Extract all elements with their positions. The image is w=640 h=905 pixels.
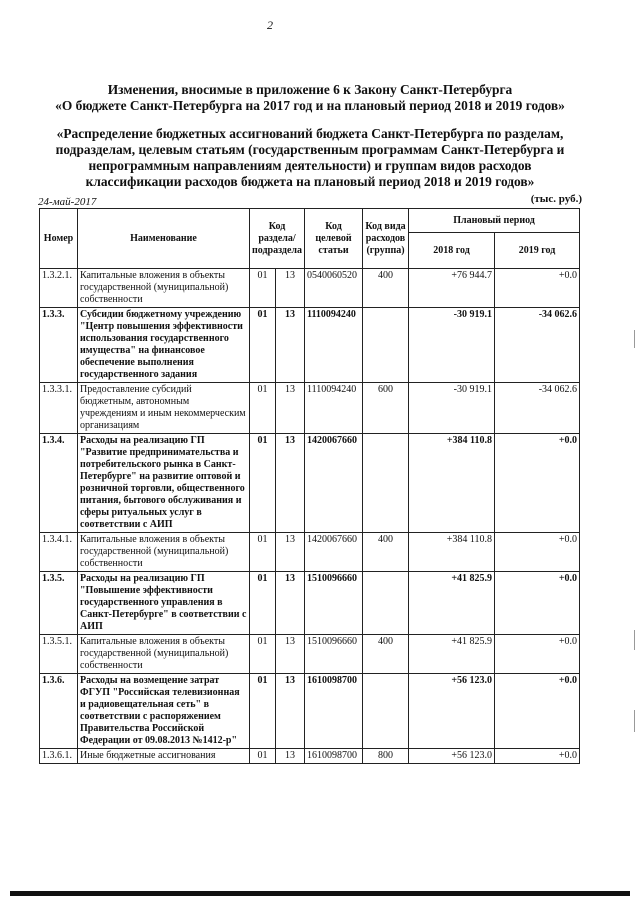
- row-subsection: 13: [276, 269, 305, 308]
- row-subsection: 13: [276, 434, 305, 533]
- row-section: 01: [250, 635, 276, 674]
- units-label: (тыс. руб.): [530, 193, 582, 205]
- row-value-2019: +0.0: [495, 533, 580, 572]
- table-row: [40, 749, 580, 764]
- row-value-2019: +0.0: [495, 674, 580, 749]
- row-subsection: 13: [276, 533, 305, 572]
- row-expense-type: 600: [363, 383, 409, 434]
- row-target-code: 1610098700: [305, 674, 363, 749]
- row-value-2018: +76 944.7: [409, 269, 495, 308]
- row-value-2018: +384 110.8: [409, 533, 495, 572]
- row-target-code: 0540060520: [305, 269, 363, 308]
- row-expense-type: 400: [363, 635, 409, 674]
- budget-table: [39, 208, 580, 764]
- row-target-code: 1510096660: [305, 635, 363, 674]
- row-name: Расходы на реализацию ГП "Развитие предпринимательства и потребительского рынка в Санкт-Петербурге" на развитие оптовой и розничной торговли, общественного питания, бытового обслуживания и сферы ритуальных услуг в соответствии с АИП: [78, 434, 250, 533]
- table-row: [40, 533, 580, 572]
- row-value-2019: +0.0: [495, 269, 580, 308]
- row-expense-type: [363, 572, 409, 635]
- bottom-rule: [10, 891, 630, 896]
- row-number: 1.3.5.: [40, 572, 78, 635]
- row-value-2019: -34 062.6: [495, 308, 580, 383]
- header-expense-type: Код вида расходов (группа): [363, 209, 409, 269]
- row-value-2019: +0.0: [495, 572, 580, 635]
- document-date: 24-май-2017: [38, 196, 97, 208]
- row-target-code: 1420067660: [305, 434, 363, 533]
- header-2018: 2018 год: [409, 233, 495, 269]
- subheading-line-4: классификации расходов бюджета на плановый период 2018 и 2019 годов»: [85, 174, 535, 189]
- header-2019: 2019 год: [495, 233, 580, 269]
- row-name: Расходы на реализацию ГП "Повышение эффективности государственного управления в Санкт-Петербурге" в соответствии с АИП: [78, 572, 250, 635]
- row-number: 1.3.4.1.: [40, 533, 78, 572]
- table-row: [40, 674, 580, 749]
- row-value-2019: +0.0: [495, 749, 580, 764]
- row-subsection: 13: [276, 572, 305, 635]
- row-value-2019: +0.0: [495, 434, 580, 533]
- row-target-code: 1610098700: [305, 749, 363, 764]
- row-value-2018: -30 919.1: [409, 308, 495, 383]
- row-section: 01: [250, 383, 276, 434]
- row-subsection: 13: [276, 635, 305, 674]
- document-subheading: [40, 126, 580, 190]
- table-row: [40, 383, 580, 434]
- header-name: Наименование: [78, 209, 250, 269]
- row-value-2018: +41 825.9: [409, 635, 495, 674]
- row-subsection: 13: [276, 308, 305, 383]
- margin-mark: [634, 630, 635, 650]
- row-value-2018: +56 123.0: [409, 749, 495, 764]
- header-number: Номер: [40, 209, 78, 269]
- table-row: [40, 572, 580, 635]
- row-section: 01: [250, 572, 276, 635]
- row-value-2019: +0.0: [495, 635, 580, 674]
- row-name: Капитальные вложения в объекты государственной (муниципальной) собственности: [78, 635, 250, 674]
- row-name: Субсидии бюджетному учреждению "Центр повышения эффективности использования государственного имущества" на финансовое обеспечение выполнения государственного задания: [78, 308, 250, 383]
- row-expense-type: 400: [363, 533, 409, 572]
- row-target-code: 1110094240: [305, 308, 363, 383]
- table-row: [40, 434, 580, 533]
- header-plan-period: Плановый период: [409, 209, 580, 233]
- row-number: 1.3.4.: [40, 434, 78, 533]
- row-number: 1.3.6.: [40, 674, 78, 749]
- row-section: 01: [250, 269, 276, 308]
- row-expense-type: [363, 674, 409, 749]
- row-name: Предоставление субсидий бюджетным, автономным учреждениям и иным некоммерческим организациям: [78, 383, 250, 434]
- heading-line-1: Изменения, вносимые в приложение 6 к Закону Санкт-Петербурга: [107, 82, 513, 97]
- row-number: 1.3.3.: [40, 308, 78, 383]
- row-target-code: 1110094240: [305, 383, 363, 434]
- row-section: 01: [250, 434, 276, 533]
- row-value-2019: -34 062.6: [495, 383, 580, 434]
- row-target-code: 1510096660: [305, 572, 363, 635]
- page-number: 2: [267, 18, 273, 32]
- row-number: 1.3.3.1.: [40, 383, 78, 434]
- row-name: Капитальные вложения в объекты государственной (муниципальной) собственности: [78, 533, 250, 572]
- row-name: Капитальные вложения в объекты государственной (муниципальной) собственности: [78, 269, 250, 308]
- header-section-code: Код раздела/ подраздела: [250, 209, 305, 269]
- margin-mark: [634, 330, 635, 348]
- row-section: 01: [250, 533, 276, 572]
- row-target-code: 1420067660: [305, 533, 363, 572]
- row-subsection: 13: [276, 674, 305, 749]
- header-target-code: Код целевой статьи: [305, 209, 363, 269]
- row-section: 01: [250, 674, 276, 749]
- subheading-line-3: непрограммным направлениям деятельности) и группам видов расходов: [88, 158, 532, 173]
- row-number: 1.3.2.1.: [40, 269, 78, 308]
- row-section: 01: [250, 308, 276, 383]
- document-heading: [40, 82, 580, 114]
- table-row: [40, 269, 580, 308]
- heading-line-2: «О бюджете Санкт-Петербурга на 2017 год и на плановый период 2018 и 2019 годов»: [55, 98, 565, 113]
- row-subsection: 13: [276, 383, 305, 434]
- row-name: Расходы на возмещение затрат ФГУП "Российская телевизионная и радиовещательная сеть" в соответствии с распоряжением Правительства Российской Федерации от 09.08.2013 №1412-р": [78, 674, 250, 749]
- table-row: [40, 308, 580, 383]
- row-subsection: 13: [276, 749, 305, 764]
- row-expense-type: 800: [363, 749, 409, 764]
- row-expense-type: 400: [363, 269, 409, 308]
- row-value-2018: -30 919.1: [409, 383, 495, 434]
- row-expense-type: [363, 308, 409, 383]
- row-number: 1.3.6.1.: [40, 749, 78, 764]
- table-row: [40, 635, 580, 674]
- subheading-line-1: «Распределение бюджетных ассигнований бюджета Санкт-Петербурга по разделам,: [56, 126, 564, 141]
- row-value-2018: +384 110.8: [409, 434, 495, 533]
- row-section: 01: [250, 749, 276, 764]
- margin-mark: [634, 710, 635, 732]
- row-value-2018: +56 123.0: [409, 674, 495, 749]
- row-expense-type: [363, 434, 409, 533]
- row-number: 1.3.5.1.: [40, 635, 78, 674]
- row-name: Иные бюджетные ассигнования: [78, 749, 250, 764]
- subheading-line-2: подразделам, целевым статьям (государственным программам Санкт-Петербурга и: [55, 142, 565, 157]
- row-value-2018: +41 825.9: [409, 572, 495, 635]
